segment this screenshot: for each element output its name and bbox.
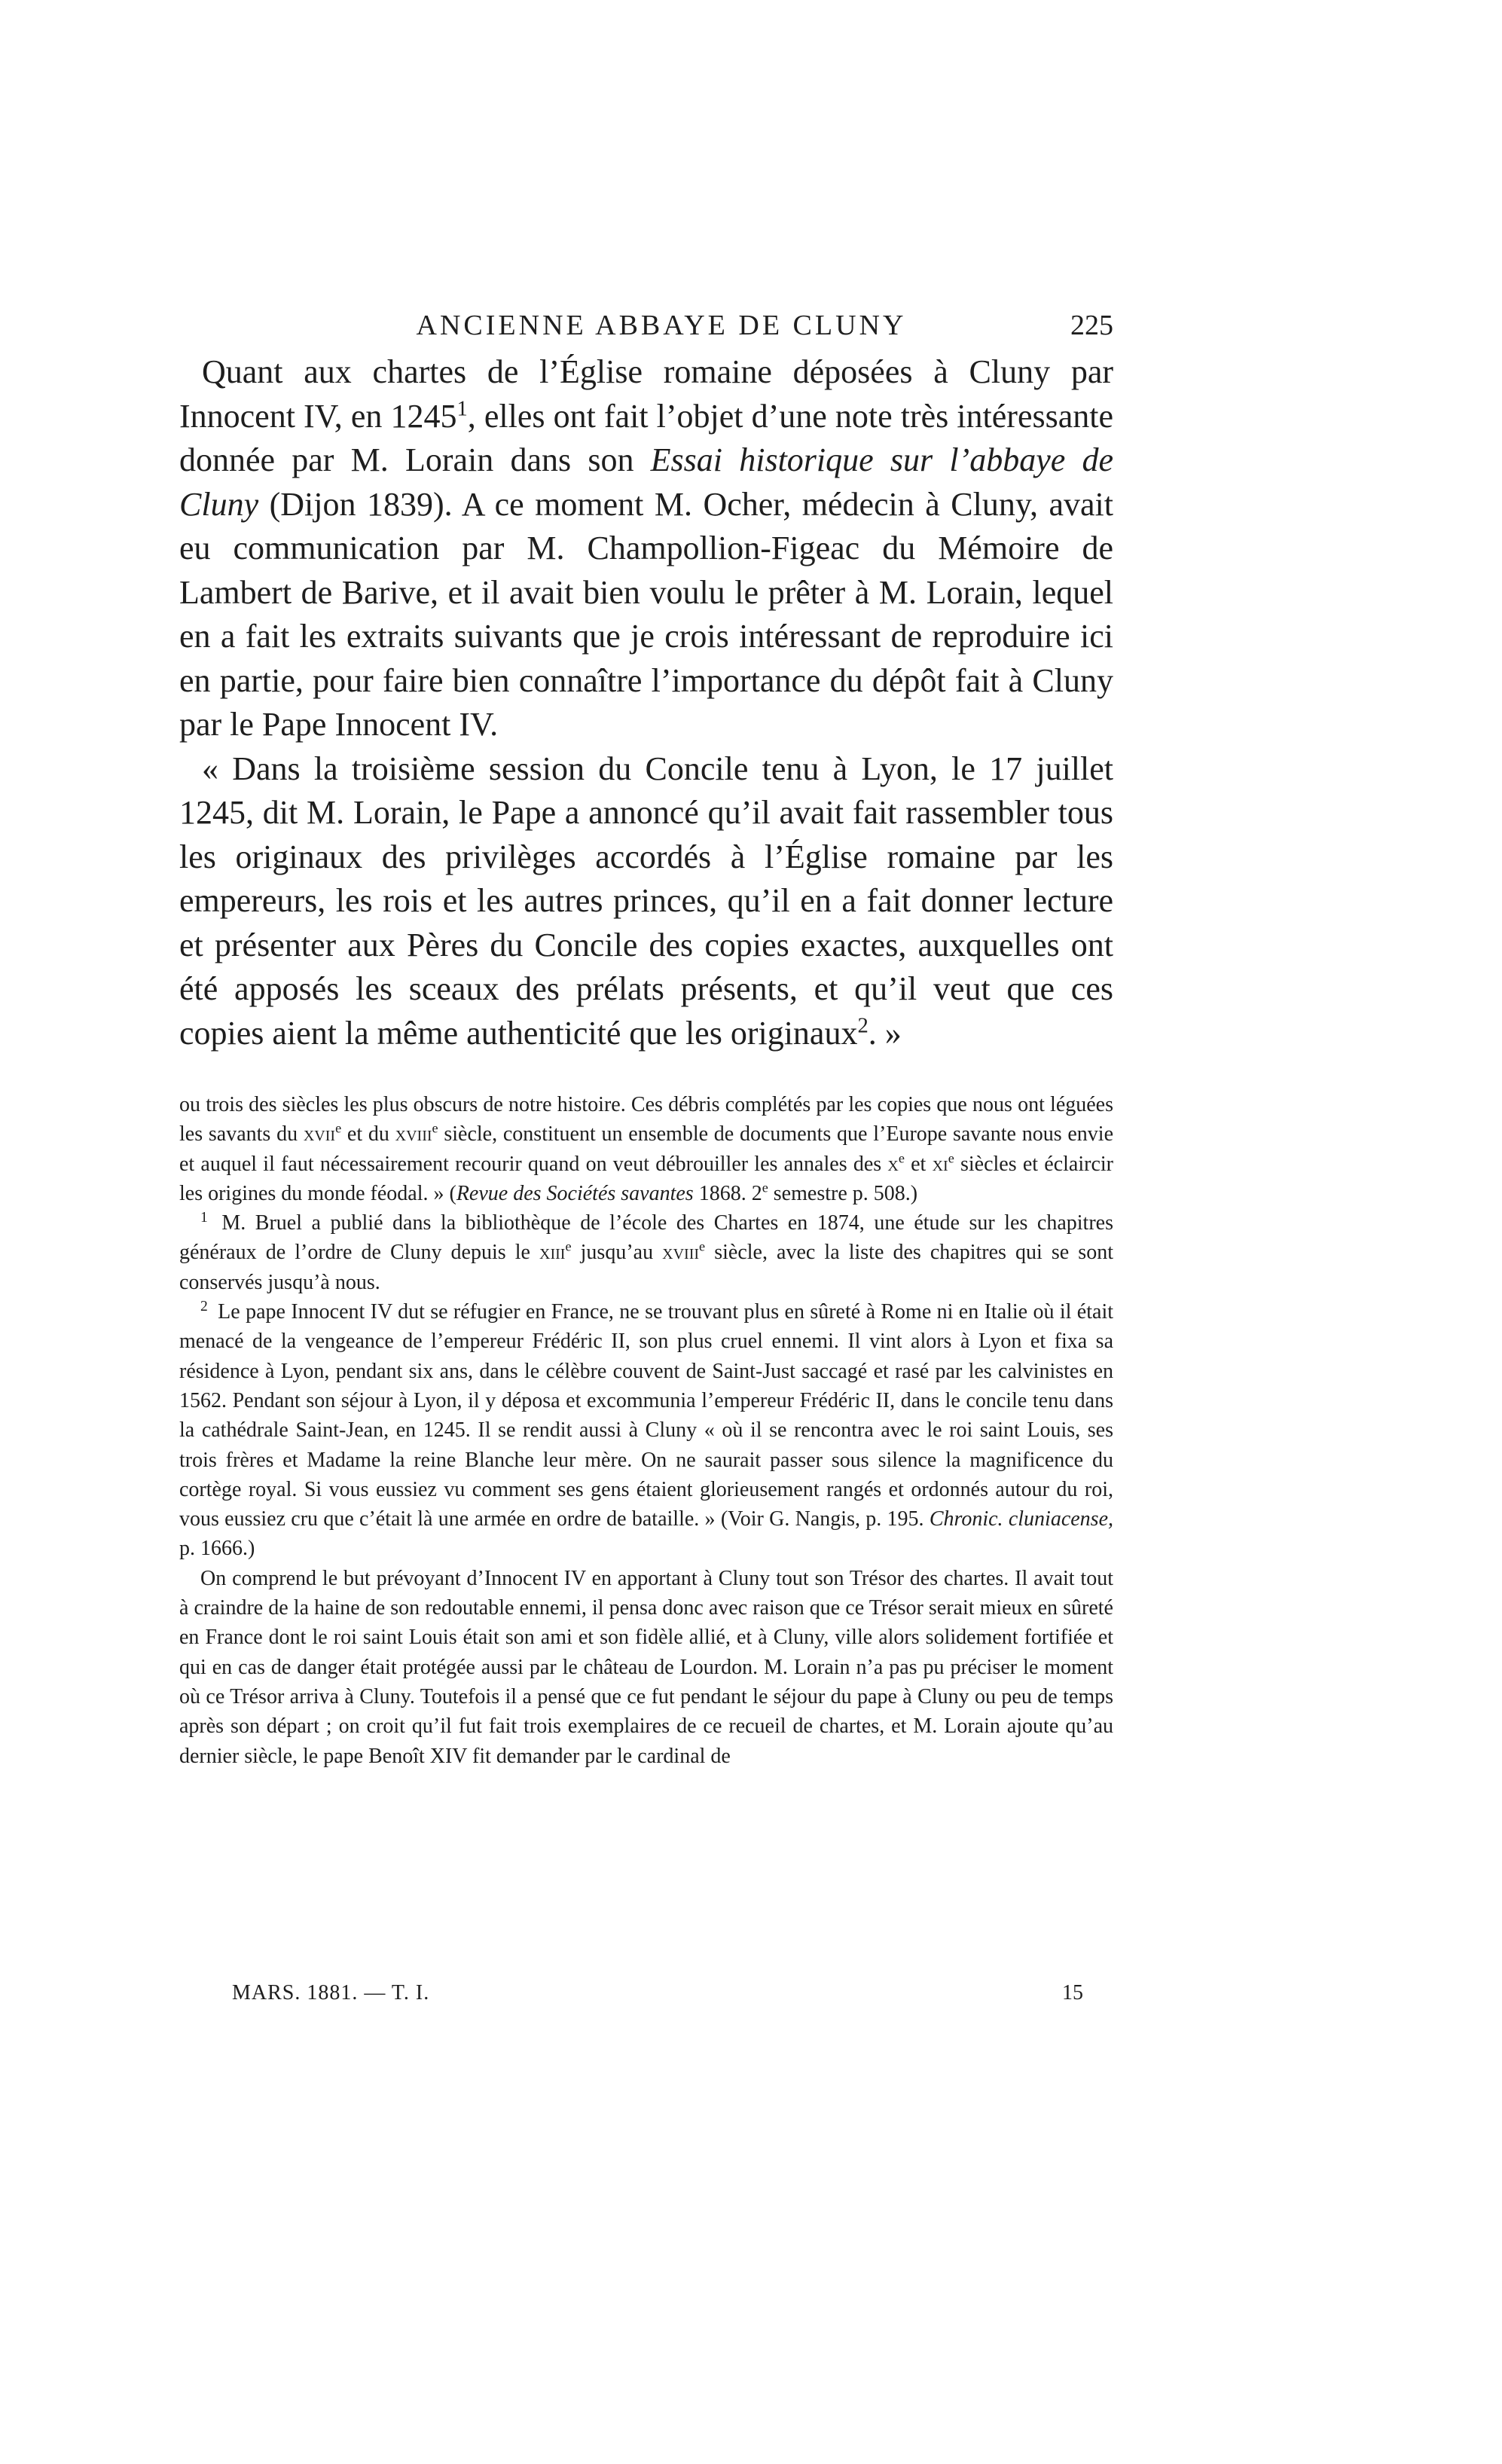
page-number: 225 — [1070, 310, 1113, 341]
book-title: Essai historique sur l’abbaye de Cluny — [179, 441, 1114, 523]
paragraph-2-quote: « Dans la troisième session du Concile tenu à Lyon, le 17 juillet 1245, dit M. Lorain, le Pape a annoncé qu’il avait fait rassembler tous les originaux des privilèges accordés à l’Église romaine par les empereurs, les rois et les autres princes, qu’il en a fait donner lecture et présenter aux Pères du Concile des copies exactes, auxquelles ont été apposés les sceaux des prélats présents, et qu’il veut que ces copies aient la même authenticité que les originaux$^2$. » — [179, 750, 1113, 1052]
footnote-continuation: ou trois des siècles les plus obscurs de notre histoire. Ces débris complétés par les copies que nous ont léguées les savants du xvii$^e$ et du xviii$^e$ siècle, constituent un ensemble de documents que l’Europe savante nous envie et auquel il faut nécessairement recourir quand on veut débrouiller les annales des $x^e$ et $xi^e$ siècles et éclaircir les origines du monde féodal. » (Revue des Sociétés savantes 1868. 2e semestre p. 508.) — [179, 1093, 1114, 1205]
paragraph-1: Quant aux chartes de l’Église romaine déposées à Cluny par Innocent IV, en 1245$^1$, elles ont fait l’objet d’une note très intéressante donnée par M. Lorain dans son Essai historique sur l’abbaye de Cluny (Dijon 1839). A ce moment M. Ocher, médecin à Cluny, avait eu communication par M. Champollion-Figeac du Mémoire de Lambert de Barive, et il avait bien voulu le prêter à M. Lorain, lequel en a fait les extraits suivants que je crois intéressant de reproduire ici en partie, pour faire bien connaître l’importance du dépôt fait à Cluny par le Pape Innocent IV. — [179, 353, 1114, 743]
footnote-number: 2 — [200, 1298, 208, 1314]
footnote-number: 1 — [200, 1209, 208, 1226]
main-text — [179, 350, 1113, 1055]
running-head — [179, 301, 1113, 347]
footnote-2-continued: On comprend le but prévoyant d’Innocent IV en apportant à Cluny tout son Trésor des chartes. Il avait tout à craindre de la haine de son redoutable ennemi, il pensa donc avec raison que ce Trésor serait mieux en sûreté en France dont le roi saint Louis était son ami et son fidèle allié, et à Cluny, ville alors solidement fortifiée et qui en cas de danger était protégée aussi par le château de Lourdon. M. Lorain n’a pas pu préciser le moment où ce Trésor arriva à Cluny. Toutefois il a pensé que ce fut pendant le séjour du pape à Cluny ou peu de temps après son départ ; on croit qu’il fut fait trois exemplaires de ce recueil de chartes, et M. Lorain ajoute qu’au dernier siècle, le pape Benoît XIV fit demander par le cardinal de — [179, 1566, 1113, 1768]
signature-mark: 15 — [1062, 1981, 1083, 2004]
footnote-2: $^2$ Le pape Innocent IV dut se réfugier en France, ne se trouvant plus en sûreté à Rome ni en Italie où il était menacé de la vengeance de l’empereur Frédéric II, son plus cruel ennemi. Il vint alors à Lyon et fixa sa résidence à Lyon, pendant six ans, dans le célèbre couvent de Saint-Just saccagé et rasé par les calvinistes en 1562. Pendant son séjour à Lyon, il y déposa et excommunia l’empereur Frédéric II, dans le concile tenu dans la cathédrale Saint-Jean, en 1245. Il se rendit aussi à Cluny « où il se rencontra avec le roi saint Louis, ses trois frères et Madame la reine Blanche leur mère. On ne saurait passer sous silence la magnificence du cortège royal. Si vous eussiez vu comment ses gens étaient glorieusement rangés et ordonnés autour du roi, vous eussiez cru que c’était là une armée en ordre de bataille. » (Voir G. Nangis, p. 195. Chronic. cluniacense, p. 1666.) — [179, 1298, 1113, 1561]
footnote-ref-2: 2 — [857, 1013, 869, 1037]
signature-date: MARS. 1881. — T. I. — [232, 1981, 430, 2004]
footnotes — [179, 1088, 1113, 1771]
footnote-ref-1: 1 — [456, 396, 468, 420]
footnote-1: $^1$ M. Bruel a publié dans la bibliothèque de l’école des Chartes en 1874, une étude sur les chapitres généraux de l’ordre de Cluny depuis le xiii$^e$ jusqu’au xviii$^e$ siècle, avec la liste des chapitres qui se sont conservés jusqu’à nous. — [179, 1209, 1113, 1294]
running-title: ANCIENNE ABBAYE DE CLUNY — [416, 310, 907, 341]
signature-line — [232, 1981, 1113, 2019]
